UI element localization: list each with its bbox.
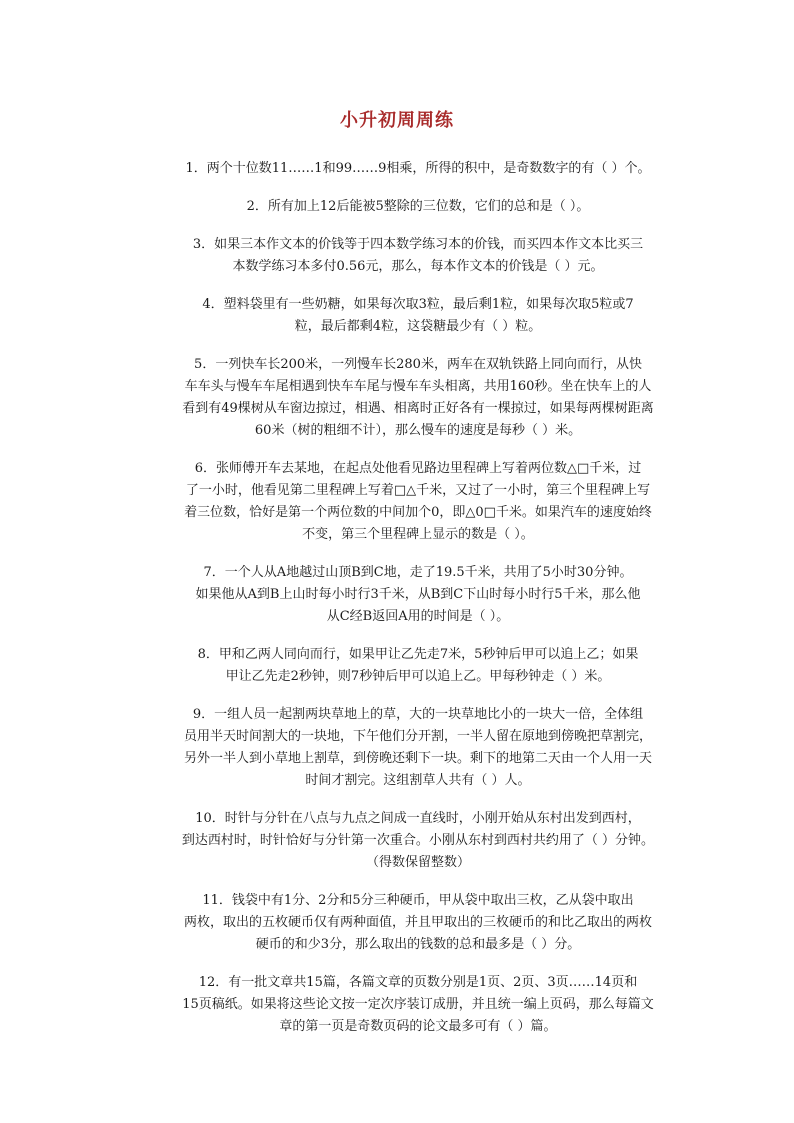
question-line: 6．张师傅开车去某地，在起点处他看见路边里程碑上写着两位数△□千米，过 [194,461,642,476]
question-line: 员用半天时间割大的一块地，下午他们分开割，一半人留在原地到傍晚把草割完， [183,729,652,744]
page-title: 小升初周周练 [340,110,454,131]
question-line: 60米（树的粗细不计），那么慢车的速度是每秒（ ）米。 [254,423,582,438]
question-item [158,972,678,1038]
question-line: 15页稿纸。如果将这些论文按一定次序装订成册，并且统一编上页码，那么每篇文 [182,997,654,1012]
question-item [158,704,678,792]
question-list [158,158,678,1054]
question-line: 两枚，取出的五枚硬币仅有两种面值，并且甲取出的三枚硬币的和比乙取出的两枚 [183,915,652,930]
question-item [158,458,678,546]
question-item [158,196,678,218]
question-item [158,234,678,278]
question-line: 甲让乙先走2秒钟，则7秒钟后甲可以追上乙。甲每秒钟走（ ）米。 [225,669,611,684]
question-line: 本数学练习本多付0.56元，那么，每本作文本的价钱是（ ）元。 [232,259,604,274]
question-line: 了一小时，他看见第二里程碑上写着□△千米，又过了一小时，第三个里程碑上写 [185,483,651,498]
question-line: 11．钱袋中有1分、2分和5分三种硬币，甲从袋中取出三枚，乙从袋中取出 [202,893,634,908]
question-item [158,294,678,338]
question-line: 如果他从A到B上山时每小时行3千米，从B到C下山时每小时行5千米，那么他 [195,587,641,602]
question-line: 另外一半人到小草地上割草，到傍晚还剩下一块。剩下的地第二天由一个人用一天 [183,751,652,766]
question-line: 到达西村时，时针恰好与分针第一次重合。小刚从东村到西村共约用了（ ）分钟。 [181,833,655,848]
question-line: 4．塑料袋里有一些奶糖，如果每次取3粒，最后剩1粒，如果每次取5粒或7 [202,297,634,312]
question-item [158,890,678,956]
question-line: 不变，第三个里程碑上显示的数是（ ）。 [302,527,534,542]
question-item [158,562,678,628]
question-line: 2．所有加上12后能被5整除的三位数，它们的总和是（ ）。 [246,199,590,214]
question-line: 1．两个十位数11……1和99……9相乘，所得的积中，是奇数数字的有（ ）个。 [185,161,651,176]
question-item [158,354,678,442]
question-line: 8．甲和乙两人同向而行，如果甲让乙先走7米，5秒钟后甲可以追上乙；如果 [197,647,639,662]
question-item [158,158,678,180]
question-line: （得数保留整数） [365,855,470,870]
question-line: 9．一组人员一起割两块草地上的草，大的一块草地比小的一块大一倍，全体组 [192,707,644,722]
question-line: 章的第一页是奇数页码的论文最多可有（ ）篇。 [279,1019,557,1034]
question-item [158,644,678,688]
question-line: 时间才割完。这组割草人共有（ ）人。 [305,773,531,788]
question-line: 从C经B返回A用的时间是（ ）。 [326,609,510,624]
question-item [158,808,678,874]
question-line: 看到有49棵树从车窗边掠过，相遇、相离时正好各有一棵掠过，如果每两棵树距离 [182,401,654,416]
question-line: 5．一列快车长200米，一列慢车长280米，两车在双轨铁路上同向而行，从快 [194,357,642,372]
question-line: 粒，最后都剩4粒，这袋糖最少有（ ）粒。 [294,319,542,334]
question-line: 车车头与慢车车尾相遇到快车车尾与慢车车头相离，共用160秒。坐在快车上的人 [184,379,652,394]
question-line: 7．一个人从A地越过山顶B到C地，走了19.5千米，共用了5小时30分钟。 [203,565,633,580]
question-line: 12．有一批文章共15篇，各篇文章的页数分别是1页、2页、3页……14页和 [198,975,638,990]
question-line: 3．如果三本作文本的价钱等于四本数学练习本的价钱，而买四本作文本比买三 [192,237,644,252]
question-line: 硬币的和少3分，那么取出的钱数的总和最多是（ ）分。 [255,937,581,952]
question-line: 10．时针与分针在八点与九点之间成一直线时，小刚开始从东村出发到西村， [195,811,641,826]
question-line: 着三位数，恰好是第一个两位数的中间加个0，即△0□千米。如果汽车的速度始终 [184,505,652,520]
